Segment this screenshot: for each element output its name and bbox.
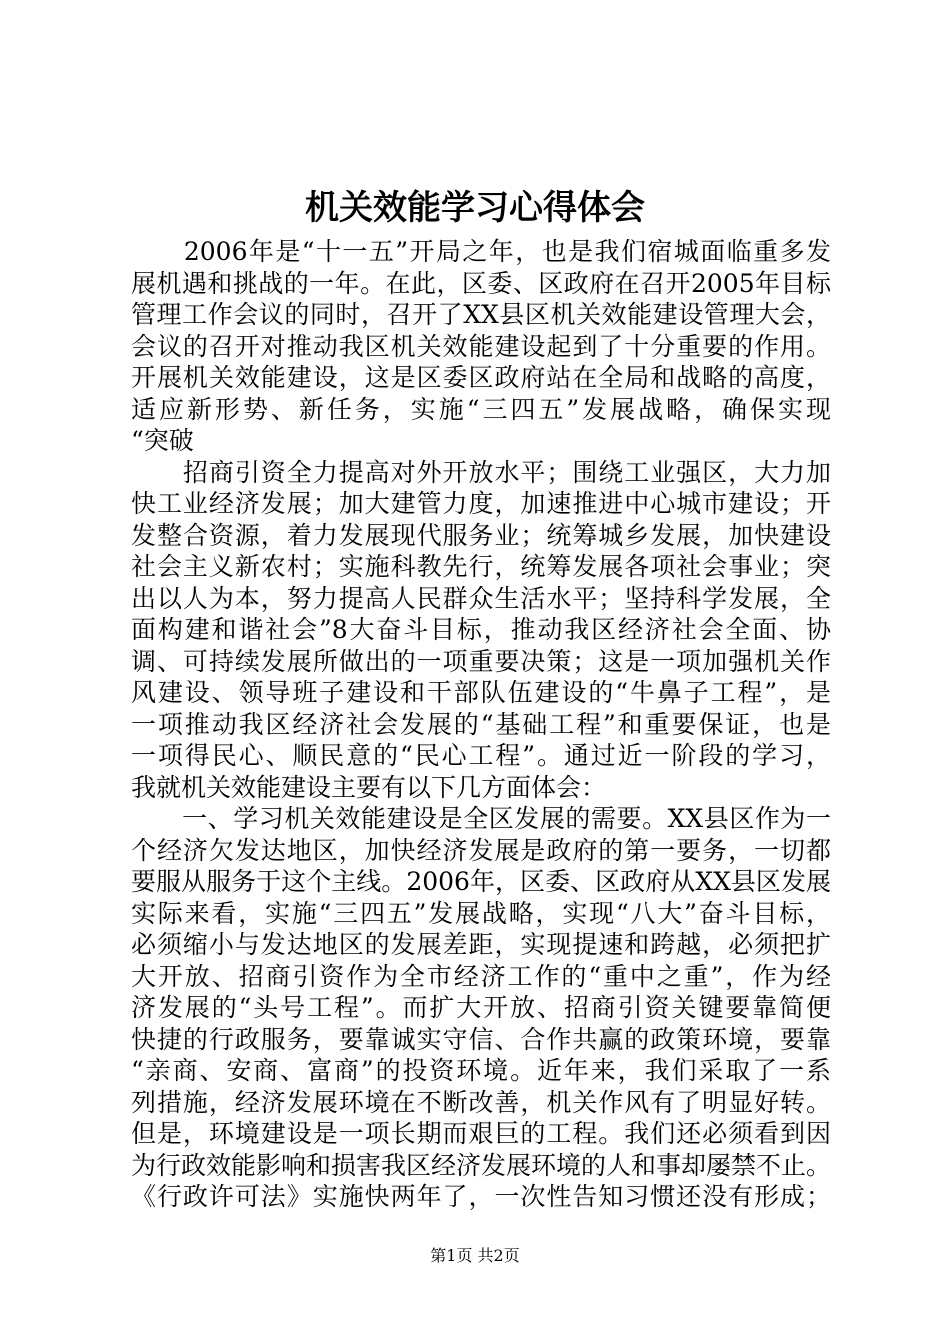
body-text-line: 2006年是“十一五”开局之年，也是我们宿城面临重多发 xyxy=(131,237,831,266)
body-text-line: 展机遇和挑战的一年。在此，区委、区政府在召开2005年目标 xyxy=(131,268,831,298)
body-text-line: 《行政许可法》实施快两年了，一次性告知习惯还没有形成； xyxy=(131,1182,831,1211)
body-text-line: 一项得民心、顺民意的“民心工程”。通过近一阶段的学习， xyxy=(131,741,831,770)
body-text-line: 一项推动我区经济社会发展的“基础工程”和重要保证，也是 xyxy=(131,709,831,739)
body-text-line: 出以人为本，努力提高人民群众生活水平；坚持科学发展，全 xyxy=(131,583,831,613)
body-text-line: 必须缩小与发达地区的发展差距，实现提速和跨越，必须把扩 xyxy=(131,930,831,959)
body-text-line: 会议的召开对推动我区机关效能建设起到了十分重要的作用。 xyxy=(131,331,831,361)
document-title: 机关效能学习心得体会 xyxy=(305,188,645,228)
body-text-line: 一、学习机关效能建设是全区发展的需要。XX县区作为一 xyxy=(131,804,831,833)
body-text-line: 招商引资全力提高对外开放水平；围绕工业强区，大力加 xyxy=(131,457,831,487)
body-text-line: 适应新形势、新任务，实施“三四五”发展战略，确保实现 xyxy=(131,394,831,424)
page-footer: 第1页 共2页 xyxy=(430,1246,520,1265)
body-text-line: 快工业经济发展；加大建管力度，加速推进中心城市建设；开 xyxy=(131,489,831,518)
body-text-line: 但是，环境建设是一项长期而艰巨的工程。我们还必须看到因 xyxy=(131,1119,831,1148)
body-text-line: 实际来看，实施“三四五”发展战略，实现“八大”奋斗目标， xyxy=(131,898,831,928)
body-text-line: 个经济欠发达地区，加快经济发展是政府的第一要务，一切都 xyxy=(131,835,831,865)
body-text-line: 管理工作会议的同时，召开了XX县区机关效能建设管理大会， xyxy=(131,300,831,329)
body-text-line: 发整合资源，着力发展现代服务业；统筹城乡发展，加快建设 xyxy=(131,520,831,550)
body-text-line: 开展机关效能建设，这是区委区政府站在全局和战略的高度， xyxy=(131,363,831,392)
body-text-line: 我就机关效能建设主要有以下几方面体会： xyxy=(131,772,607,802)
body-text-line: 列措施，经济发展环境在不断改善，机关作风有了明显好转。 xyxy=(131,1087,831,1117)
body-text-line: “突破 xyxy=(131,426,194,455)
body-text-line: “亲商、安商、富商”的投资环境。近年来，我们采取了一系 xyxy=(131,1056,831,1085)
body-text-line: 要服从服务于这个主线。2006年，区委、区政府从XX县区发展 xyxy=(131,867,831,896)
body-text-line: 为行政效能影响和损害我区经济发展环境的人和事却屡禁不止。 xyxy=(131,1150,832,1180)
body-text-line: 快捷的行政服务，要靠诚实守信、合作共赢的政策环境，要靠 xyxy=(131,1024,831,1054)
body-text-line: 大开放、招商引资作为全市经济工作的“重中之重”，作为经 xyxy=(131,961,831,991)
body-text-line: 社会主义新农村；实施科教先行，统筹发展各项社会事业；突 xyxy=(131,552,831,581)
body-text-line: 调、可持续发展所做出的一项重要决策；这是一项加强机关作 xyxy=(131,646,831,676)
body-text-line: 面构建和谐社会”8大奋斗目标，推动我区经济社会全面、协 xyxy=(131,615,831,644)
document-body xyxy=(131,236,831,1213)
body-text-line: 济发展的“头号工程”。而扩大开放、招商引资关键要靠简便 xyxy=(131,993,831,1022)
body-text-line: 风建设、领导班子建设和干部队伍建设的“牛鼻子工程”，是 xyxy=(131,678,831,707)
